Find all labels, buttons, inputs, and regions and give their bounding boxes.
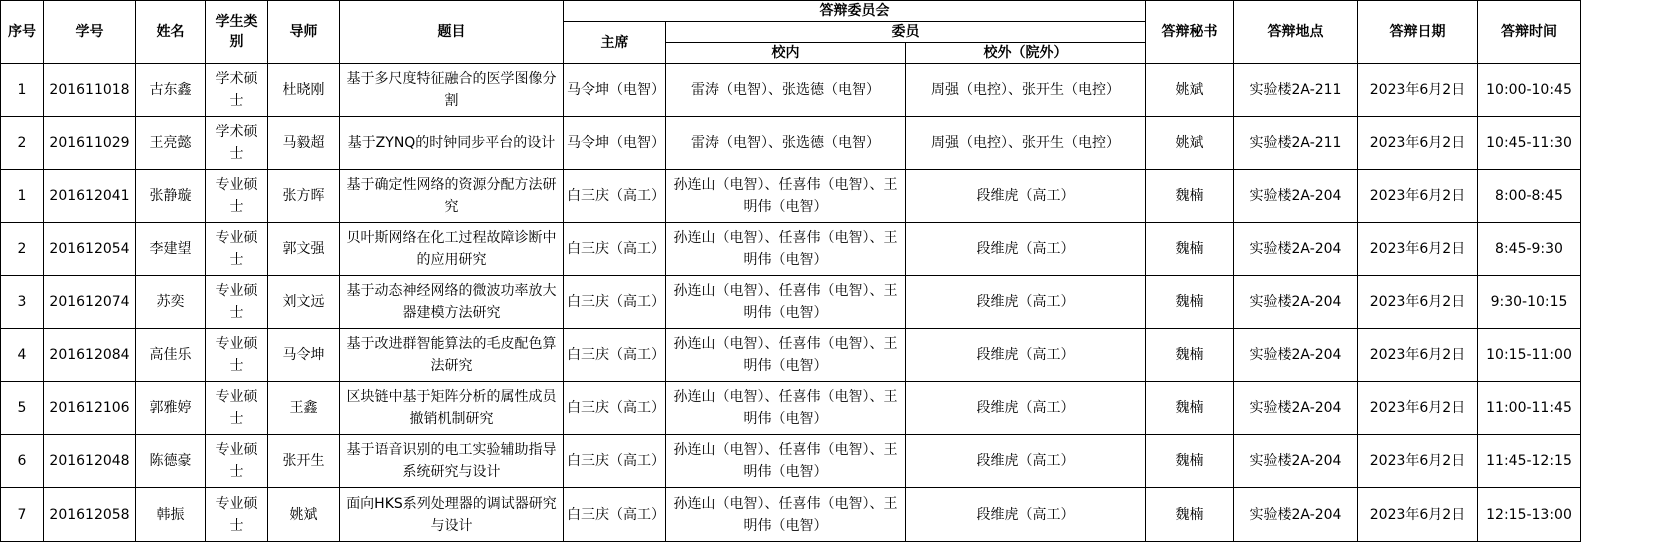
cell-time: 11:00-11:45 [1478,382,1581,435]
cell-index: 7 [1,488,44,542]
cell-chair: 白三庆（高工） [564,276,666,329]
cell-name: 韩振 [136,488,206,542]
cell-advisor: 王鑫 [268,382,340,435]
cell-external-members: 周强（电控）、张开生（电控） [906,64,1146,117]
cell-topic: 贝叶斯网络在化工过程故障诊断中的应用研究 [340,223,564,276]
cell-secretary: 魏楠 [1146,488,1234,542]
cell-time: 10:00-10:45 [1478,64,1581,117]
cell-internal-members: 孙连山（电智）、任喜伟（电智）、王明伟（电智） [666,170,906,223]
cell-internal-members: 孙连山（电智）、任喜伟（电智）、王明伟（电智） [666,223,906,276]
cell-chair: 白三庆（高工） [564,488,666,542]
cell-index: 2 [1,223,44,276]
cell-chair: 白三庆（高工） [564,223,666,276]
table-row [1,117,1581,170]
cell-location: 实验楼2A-204 [1234,382,1358,435]
cell-date: 2023年6月2日 [1358,329,1478,382]
cell-date: 2023年6月2日 [1358,170,1478,223]
cell-advisor: 杜晓刚 [268,64,340,117]
cell-external-members: 段维虎（高工） [906,276,1146,329]
cell-student-type: 专业硕士 [206,223,268,276]
cell-index: 2 [1,117,44,170]
table-row [1,382,1581,435]
cell-index: 1 [1,64,44,117]
cell-advisor: 马令坤 [268,329,340,382]
header-advisor: 导师 [268,1,340,64]
cell-student-id: 201611018 [44,64,136,117]
table-row [1,488,1581,542]
cell-internal-members: 孙连山（电智）、任喜伟（电智）、王明伟（电智） [666,435,906,488]
table-row [1,64,1581,117]
cell-location: 实验楼2A-204 [1234,329,1358,382]
cell-external-members: 周强（电控）、张开生（电控） [906,117,1146,170]
cell-date: 2023年6月2日 [1358,223,1478,276]
table-row [1,223,1581,276]
cell-time: 8:00-8:45 [1478,170,1581,223]
cell-time: 9:30-10:15 [1478,276,1581,329]
cell-location: 实验楼2A-204 [1234,276,1358,329]
cell-secretary: 魏楠 [1146,382,1234,435]
cell-student-type: 专业硕士 [206,435,268,488]
header-time: 答辩时间 [1478,1,1581,64]
cell-topic: 基于ZYNQ的时钟同步平台的设计 [340,117,564,170]
header-internal: 校内 [666,43,906,64]
cell-student-id: 201612074 [44,276,136,329]
header-location: 答辩地点 [1234,1,1358,64]
cell-student-type: 学术硕士 [206,117,268,170]
cell-topic: 基于动态神经网络的微波功率放大器建模方法研究 [340,276,564,329]
header-members: 委员 [666,22,1146,43]
table-row [1,435,1581,488]
cell-advisor: 张开生 [268,435,340,488]
cell-student-id: 201612058 [44,488,136,542]
cell-student-id: 201612054 [44,223,136,276]
cell-date: 2023年6月2日 [1358,117,1478,170]
cell-advisor: 刘文远 [268,276,340,329]
cell-location: 实验楼2A-204 [1234,488,1358,542]
cell-index: 3 [1,276,44,329]
cell-time: 11:45-12:15 [1478,435,1581,488]
cell-student-type: 专业硕士 [206,488,268,542]
cell-name: 高佳乐 [136,329,206,382]
cell-chair: 马令坤（电智） [564,117,666,170]
cell-name: 陈德豪 [136,435,206,488]
cell-name: 张静璇 [136,170,206,223]
header-topic: 题目 [340,1,564,64]
cell-secretary: 姚斌 [1146,117,1234,170]
cell-chair: 马令坤（电智） [564,64,666,117]
cell-secretary: 魏楠 [1146,170,1234,223]
cell-student-type: 专业硕士 [206,170,268,223]
header-date: 答辩日期 [1358,1,1478,64]
cell-secretary: 魏楠 [1146,223,1234,276]
header-chair: 主席 [564,22,666,64]
cell-topic: 区块链中基于矩阵分析的属性成员撤销机制研究 [340,382,564,435]
header-name: 姓名 [136,1,206,64]
cell-student-id: 201612106 [44,382,136,435]
table-row [1,329,1581,382]
cell-date: 2023年6月2日 [1358,64,1478,117]
cell-index: 6 [1,435,44,488]
cell-topic: 面向HKS系列处理器的调试器研究与设计 [340,488,564,542]
cell-student-type: 专业硕士 [206,276,268,329]
cell-student-id: 201612048 [44,435,136,488]
cell-topic: 基于多尺度特征融合的医学图像分割 [340,64,564,117]
cell-secretary: 魏楠 [1146,276,1234,329]
cell-secretary: 姚斌 [1146,64,1234,117]
cell-internal-members: 孙连山（电智）、任喜伟（电智）、王明伟（电智） [666,488,906,542]
cell-location: 实验楼2A-211 [1234,64,1358,117]
cell-topic: 基于确定性网络的资源分配方法研究 [340,170,564,223]
cell-student-type: 专业硕士 [206,382,268,435]
cell-secretary: 魏楠 [1146,329,1234,382]
table-row [1,276,1581,329]
cell-external-members: 段维虎（高工） [906,223,1146,276]
cell-advisor: 郭文强 [268,223,340,276]
cell-topic: 基于改进群智能算法的毛皮配色算法研究 [340,329,564,382]
cell-date: 2023年6月2日 [1358,276,1478,329]
cell-external-members: 段维虎（高工） [906,170,1146,223]
header-index: 序号 [1,1,44,64]
header-committee: 答辩委员会 [564,1,1146,22]
cell-time: 10:15-11:00 [1478,329,1581,382]
cell-name: 古东鑫 [136,64,206,117]
cell-chair: 白三庆（高工） [564,435,666,488]
cell-internal-members: 孙连山（电智）、任喜伟（电智）、王明伟（电智） [666,382,906,435]
cell-location: 实验楼2A-211 [1234,117,1358,170]
header-student-type: 学生类别 [206,1,268,64]
cell-time: 10:45-11:30 [1478,117,1581,170]
header-external: 校外（院外） [906,43,1146,64]
cell-internal-members: 孙连山（电智）、任喜伟（电智）、王明伟（电智） [666,276,906,329]
cell-topic: 基于语音识别的电工实验辅助指导系统研究与设计 [340,435,564,488]
cell-index: 5 [1,382,44,435]
cell-time: 8:45-9:30 [1478,223,1581,276]
cell-student-id: 201612041 [44,170,136,223]
cell-internal-members: 雷涛（电智）、张选德（电智） [666,64,906,117]
table-body [1,64,1581,542]
cell-name: 李建望 [136,223,206,276]
cell-student-type: 学术硕士 [206,64,268,117]
cell-external-members: 段维虎（高工） [906,488,1146,542]
cell-advisor: 姚斌 [268,488,340,542]
cell-name: 苏奕 [136,276,206,329]
cell-date: 2023年6月2日 [1358,488,1478,542]
cell-internal-members: 孙连山（电智）、任喜伟（电智）、王明伟（电智） [666,329,906,382]
cell-location: 实验楼2A-204 [1234,435,1358,488]
cell-date: 2023年6月2日 [1358,435,1478,488]
header-secretary: 答辩秘书 [1146,1,1234,64]
cell-secretary: 魏楠 [1146,435,1234,488]
cell-name: 王亮懿 [136,117,206,170]
table-row [1,170,1581,223]
cell-advisor: 马毅超 [268,117,340,170]
cell-name: 郭雅婷 [136,382,206,435]
cell-chair: 白三庆（高工） [564,382,666,435]
cell-location: 实验楼2A-204 [1234,223,1358,276]
cell-index: 4 [1,329,44,382]
cell-student-type: 专业硕士 [206,329,268,382]
cell-student-id: 201612084 [44,329,136,382]
cell-index: 1 [1,170,44,223]
cell-advisor: 张方晖 [268,170,340,223]
cell-external-members: 段维虎（高工） [906,435,1146,488]
cell-date: 2023年6月2日 [1358,382,1478,435]
cell-time: 12:15-13:00 [1478,488,1581,542]
cell-external-members: 段维虎（高工） [906,382,1146,435]
cell-chair: 白三庆（高工） [564,329,666,382]
cell-location: 实验楼2A-204 [1234,170,1358,223]
cell-internal-members: 雷涛（电智）、张选德（电智） [666,117,906,170]
cell-external-members: 段维虎（高工） [906,329,1146,382]
header-student-id: 学号 [44,1,136,64]
cell-chair: 白三庆（高工） [564,170,666,223]
cell-student-id: 201611029 [44,117,136,170]
